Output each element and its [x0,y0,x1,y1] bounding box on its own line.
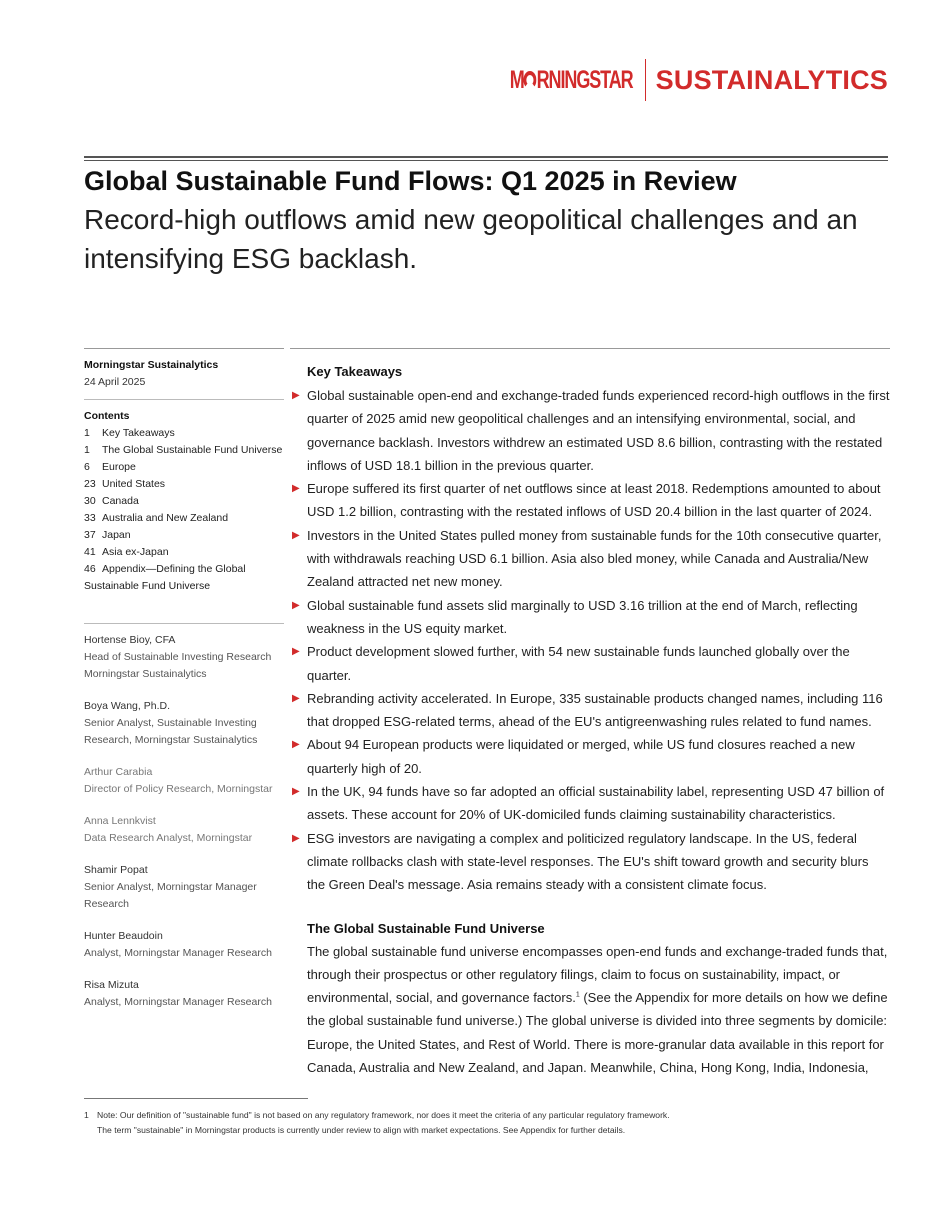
toc-label: Key Takeaways [102,427,175,439]
bullet-text: ESG investors are navigating a complex and politicized regulatory landscape. In the US, federal climate rollbacks clash with state-level responses. The EU's shift toward growth and security blurs the Green Deal's message. Asia remains steady with a consistent climate focus. [307,830,869,893]
footnote [84,1108,684,1138]
authors-divider [84,623,284,624]
list-item [290,524,890,594]
bullet-text: Europe suffered its first quarter of net outflows since at least 2018. Redemptions amounted to about USD 1.2 billion, contrasting with the restated inflows of USD 20.4 billion in the last quarter of 2024. [307,481,881,520]
toc-item[interactable] [84,425,284,442]
toc-item[interactable] [84,476,284,493]
page-subtitle: Record-high outflows amid new geopolitical challenges and an intensifying ESG backlash. [84,204,858,274]
title-rule-thick [84,156,888,158]
list-item [290,780,890,827]
toc-label: Asia ex-Japan [102,546,169,558]
toc-label: The Global Sustainable Fund Universe [102,444,283,456]
key-takeaways-list [290,384,890,897]
toc-page: 6 [84,461,90,473]
sidebar-org: Morningstar Sustainalytics [84,359,219,371]
author-block [84,862,284,913]
toc-page: 1 [84,444,90,456]
author-role: Senior Analyst, Morningstar Manager [84,881,257,893]
author-role: Senior Analyst, Sustainable Investing [84,717,257,729]
bullet-arrow-icon: ▶ [292,832,300,844]
author-name: Hunter Beaudoin [84,930,163,942]
sidebar-divider [84,399,284,400]
list-item [290,477,890,524]
sidebar [84,348,284,1026]
bullet-arrow-icon: ▶ [292,483,300,495]
list-item [290,733,890,780]
author-name: Boya Wang, Ph.D. [84,700,170,712]
toc-item[interactable] [84,527,284,544]
author-block [84,698,284,749]
bullet-text: Global sustainable fund assets slid marginally to USD 3.16 trillion at the end of March, reflecting weakness in the US equity market. [307,597,858,636]
toc-page: 37 [84,529,96,541]
author-block [84,977,284,1011]
author-name: Risa Mizuta [84,979,139,991]
title-rule-thin [84,160,888,161]
list-item [290,827,890,897]
bullet-text: Product development slowed further, with 54 new sustainable funds launched globally over the quarter. [307,644,850,683]
contents-heading: Contents [84,410,130,422]
author-name: Hortense Bioy, CFA [84,634,176,646]
footnote-reference[interactable]: 1 [575,991,580,999]
logo-divider [645,59,646,101]
list-item [290,384,890,477]
table-of-contents [84,425,284,595]
toc-label: United States [102,478,166,490]
universe-heading: The Global Sustainable Fund Universe [307,920,545,936]
author-block [84,632,284,683]
toc-page: 46 [84,563,96,575]
page-title: Global Sustainable Fund Flows: Q1 2025 in Review [84,166,737,196]
header-logo [462,58,888,102]
bullet-text: Global sustainable open-end and exchange-traded funds experienced record-high outflows in the first quarter of 2025 amid new geopolitical challenges and an intensifying environmental, social, and governance backlash. Investors withdrew an estimated USD 8.6 billion, contrasting with the restated inflows of USD 18.1 billion in the previous quarter. [307,388,890,473]
toc-item[interactable] [84,493,284,510]
toc-item[interactable] [84,442,284,459]
bullet-arrow-icon: ▶ [292,739,300,751]
toc-label-continuation: Sustainable Fund Universe [84,580,211,592]
bullet-text: Rebranding activity accelerated. In Europe, 335 sustainable products changed names, including 116 that dropped ESG-related terms, ahead of the EU's antigreenwashing rules related to fund names. [307,690,883,730]
toc-label: Appendix—Defining the Global [102,563,246,575]
toc-label: Australia and New Zealand [102,512,229,524]
author-role: Morningstar Sustainalytics [84,668,207,680]
toc-item[interactable] [84,510,284,527]
universe-text-part1: The global sustainable fund universe encompasses open-end funds and exchange-traded funds that, through their prospectus or other regulatory filings, claim to focus on sustainability, impact, or environmental, social, and governance factors. [307,943,888,1006]
author-role: Research [84,898,129,910]
bullet-arrow-icon: ▶ [292,390,300,401]
bullet-arrow-icon: ▶ [292,786,300,798]
morningstar-logo: M RNINGSTAR [509,65,633,94]
author-block [84,928,284,962]
sidebar-date: 24 April 2025 [84,376,146,388]
bullet-text: About 94 European products were liquidated or merged, while US fund closures reached a new quarterly high of 20. [307,737,855,776]
main-content [290,348,890,1079]
key-takeaways-heading: Key Takeaways [307,364,403,379]
author-name: Anna Lennkvist [84,815,156,827]
sidebar-rule [84,348,284,349]
toc-label: Canada [102,495,139,507]
bullet-text: Investors in the United States pulled money from sustainable funds for the 10th consecutive quarter, with withdrawals reaching USD 6.1 billion. Asia also bled money, while Canada and Australia/New Zealand attracted net new money. [307,527,882,590]
toc-item[interactable] [84,561,284,578]
footnote-rule [84,1098,308,1099]
author-name: Arthur Carabia [84,766,153,778]
toc-label: Europe [102,461,136,473]
author-role: Research, Morningstar Sustainalytics [84,734,258,746]
list-item [290,687,890,734]
toc-page: 33 [84,512,96,524]
toc-page: 41 [84,546,96,558]
bullet-text: In the UK, 94 funds have so far adopted an official sustainability label, representing USD 47 billion of assets. These account for 20% of UK-domiciled funds claiming sustainability characteristics. [307,784,885,823]
author-role: Director of Policy Research, Morningstar [84,783,273,795]
universe-paragraph [307,940,890,1080]
toc-page: 30 [84,495,96,507]
author-block [84,813,284,847]
bullet-arrow-icon: ▶ [292,646,300,658]
main-rule [290,348,890,349]
author-name: Shamir Popat [84,864,148,876]
sustainalytics-logo: SUSTAINALYTICS [655,64,888,95]
author-role: Head of Sustainable Investing Research [84,651,272,663]
bullet-arrow-icon: ▶ [292,599,300,611]
author-block [84,764,284,798]
author-role: Analyst, Morningstar Manager Research [84,947,272,959]
toc-item[interactable] [84,544,284,561]
toc-label: Japan [102,529,131,541]
author-role: Data Research Analyst, Morningstar [84,832,253,844]
list-item [290,640,890,687]
author-role: Analyst, Morningstar Manager Research [84,996,272,1008]
toc-page: 1 [84,427,90,439]
footnote-text: Note: Our definition of "sustainable fund" is not based on any regulatory framework, nor does it meet the criteria of any particular regulatory framework. The term "sustainable" in Morningstar products is currently under review to align with market expectations. See Appendix for further details. [97,1110,670,1135]
footnote-number: 1 [84,1110,89,1120]
toc-item[interactable] [84,459,284,476]
bullet-arrow-icon: ▶ [292,529,300,541]
list-item [290,594,890,641]
bullet-arrow-icon: ▶ [292,692,300,704]
toc-page: 23 [84,478,96,490]
universe-text-part2: (See the Appendix for more details on how we define the global sustainable fund universe.) The global universe is divided into three segments by domicile: Europe, the United States, and Rest of World. There is more-granular data available in this report for Canada, Australia and New Zealand, and Japan. Meanwhile, China, Hong Kong, India, Indonesia, [307,990,888,1076]
